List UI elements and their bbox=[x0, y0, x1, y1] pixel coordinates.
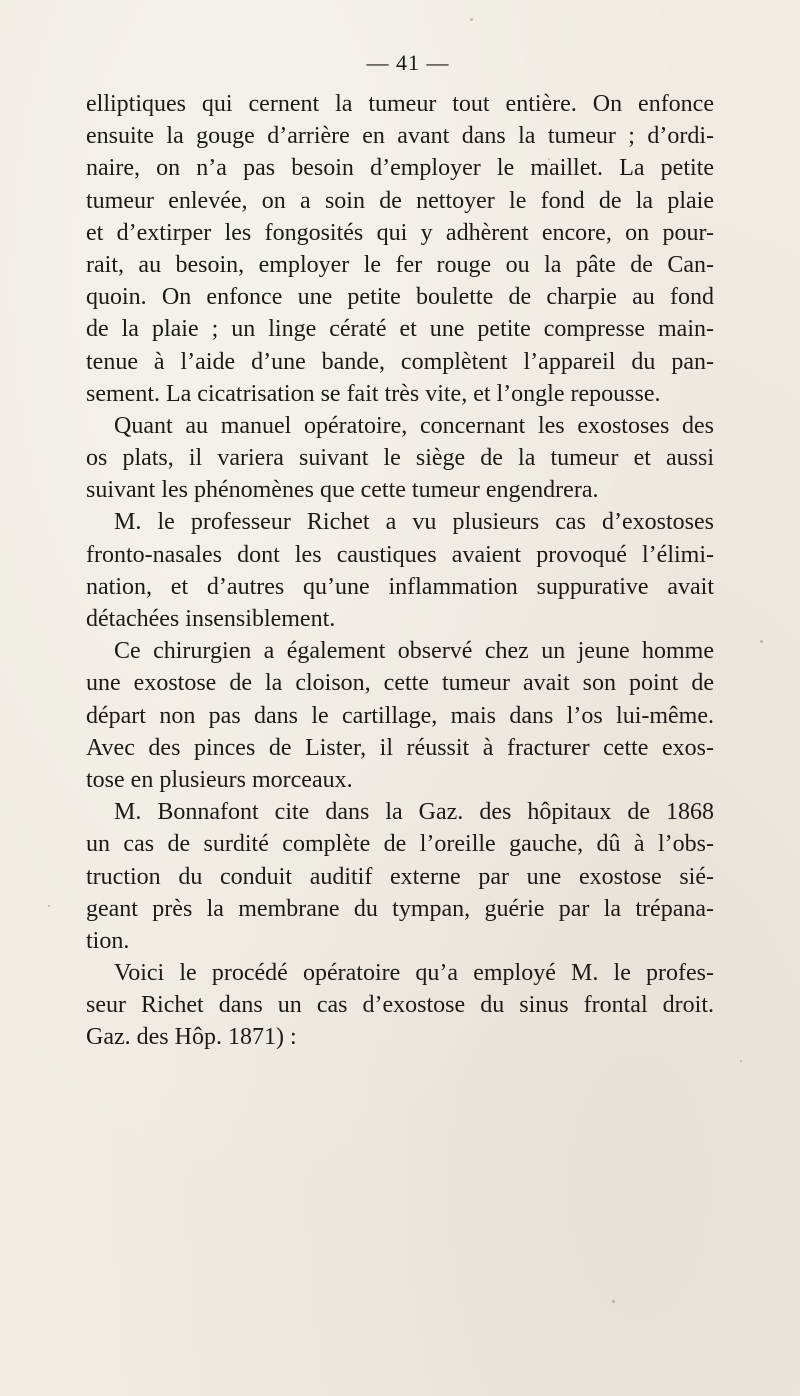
page-number: — 41 — bbox=[366, 50, 450, 75]
text-line: tion. bbox=[86, 927, 130, 954]
text-line: Avec des pinces de Lister, il réussit à fracturer cette exos- bbox=[86, 734, 714, 761]
text-line: quoin. On enfonce une petite boulette de charpie au fond bbox=[86, 284, 714, 311]
text-line: détachées insensiblement. bbox=[86, 606, 336, 632]
text-line: geant près la membrane du tympan, guérie par la trépana- bbox=[86, 895, 714, 922]
text-line: naire, on n’a pas besoin d’employer le maillet. La petite bbox=[86, 155, 714, 182]
text-line: M. le professeur Richet a vu plusieurs cas d’exostoses bbox=[114, 509, 714, 536]
text-line: et d’extirper les fongosités qui y adhèrent encore, on pour- bbox=[86, 219, 714, 246]
text-line: seur Richet dans un cas d’exostose du sinus frontal droit. bbox=[86, 992, 714, 1019]
text-line: Ce chirurgien a également observé chez un jeune homme bbox=[114, 638, 714, 665]
text-line: départ non pas dans le cartillage, mais dans l’os lui-même. bbox=[86, 702, 714, 729]
text-line: truction du conduit auditif externe par une exostose sié- bbox=[86, 863, 714, 890]
text-line: elliptiques qui cernent la tumeur tout entière. On enfonce bbox=[86, 91, 714, 117]
text-line: un cas de surdité complète de l’oreille gauche, dû à l’obs- bbox=[86, 831, 714, 858]
text-line: sement. La cicatrisation se fait très vite, et l’ongle repousse. bbox=[86, 380, 661, 407]
text-line: fronto-nasales dont les caustiques avaient provoqué l’élimi- bbox=[86, 541, 714, 568]
text-line: os plats, il variera suivant le siège de la tumeur et aussi bbox=[86, 445, 714, 472]
text-line: de la plaie ; un linge cératé et une petite compresse main- bbox=[86, 316, 714, 343]
text-line: une exostose de la cloison, cette tumeur avait son point de bbox=[86, 670, 714, 697]
text-line: nation, et d’autres qu’une inflammation suppurative avait bbox=[86, 573, 714, 600]
text-line: suivant les phénomènes que cette tumeur engendrera. bbox=[86, 477, 599, 504]
text-line: ensuite la gouge d’arrière en avant dans la tumeur ; d’ordi- bbox=[86, 123, 714, 150]
text-line: Quant au manuel opératoire, concernant les exostoses des bbox=[114, 412, 714, 439]
text-line: tumeur enlevée, on a soin de nettoyer le fond de la plaie bbox=[86, 187, 714, 214]
text-line: M. Bonnafont cite dans la Gaz. des hôpitaux de 1868 bbox=[114, 799, 714, 826]
text-line: Voici le procédé opératoire qu’a employé M. le profes- bbox=[114, 960, 714, 987]
text-line: Gaz. des Hôp. 1871) : bbox=[86, 1024, 297, 1051]
text-line: tenue à l’aide d’une bande, complètent l’appareil du pan- bbox=[86, 348, 714, 375]
text-line: tose en plusieurs morceaux. bbox=[86, 766, 353, 793]
text-line: rait, au besoin, employer le fer rouge ou la pâte de Can- bbox=[86, 251, 714, 278]
body-text bbox=[86, 88, 714, 1054]
